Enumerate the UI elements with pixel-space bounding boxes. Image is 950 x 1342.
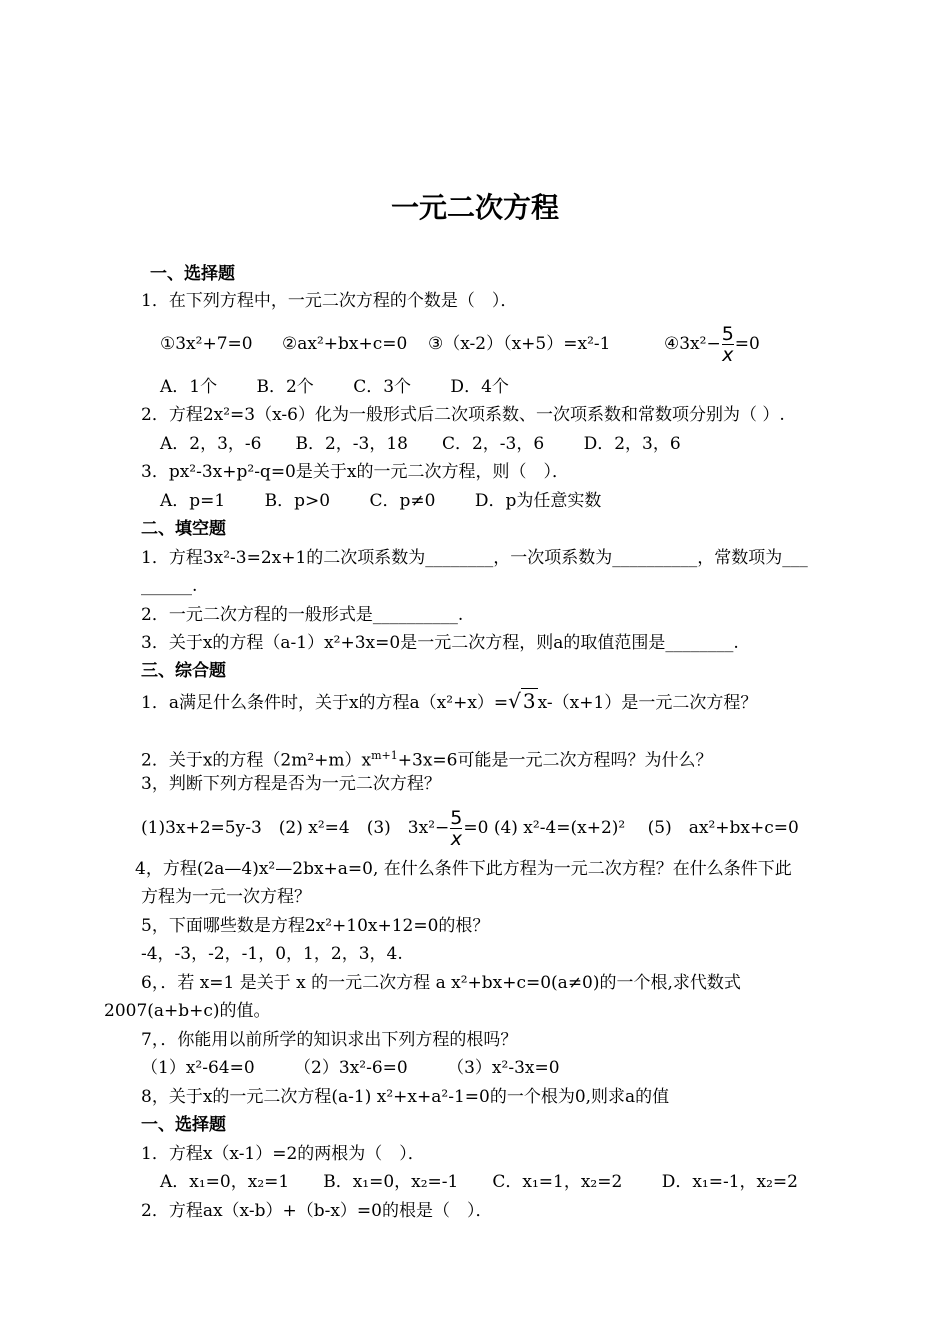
fraction-denominator: x [722, 344, 734, 366]
section-heading-fill: 二、填空题 [141, 519, 226, 539]
comp-q7-items: （1）x²-64=0 （2）3x²-6=0 （3）x²-3x=0 [141, 1058, 560, 1078]
section-heading-choice: 一、选择题 [150, 264, 235, 284]
choice2-question-2: 2．方程ax（x-b）+（b-x）=0的根是（ ）． [141, 1201, 493, 1221]
question-1-2: 2．方程2x²=3（x-6）化为一般形式后二次项系数、一次项系数和常数项分别为（ ）. [141, 405, 785, 425]
comp-question-4-line-1: 4，方程(2a—4)x²—2bx+a=0, 在什么条件下此方程为一元二次方程？在什么条件下此 [135, 859, 792, 879]
sqrt-radicand: 3 [522, 689, 536, 713]
fraction-five-over-x [722, 324, 734, 365]
comp-question-2 [141, 745, 712, 772]
fill-question-3: 3．关于x的方程（a-1）x²+3x=0是一元二次方程，则a的取值范围是________. [141, 633, 739, 653]
section-heading-comprehensive: 三、综合题 [141, 661, 226, 681]
comp-q1-right: x-（x+1）是一元二次方程？ [537, 693, 758, 713]
comp-q3-items-left: (1)3x+2=5y-3 (2) x²=4 (3) 3x²− [141, 818, 450, 838]
question-1-3: 3．px²-3x+p²-q=0是关于x的一元二次方程，则（ ）． [141, 462, 569, 482]
fill-question-2: 2．一元二次方程的一般形式是__________. [141, 605, 464, 625]
comp-question-4-line-2: 方程为一元一次方程？ [141, 887, 311, 907]
comp-question-7: 7，．你能用以前所学的知识求出下列方程的根吗？ [141, 1030, 518, 1050]
comp-q1-left: 1．a满足什么条件时，关于x的方程a（x²+x）= [141, 693, 509, 713]
fraction-five-over-x-2 [450, 808, 462, 849]
q1-option-2: ②ax²+bx+c=0 [282, 334, 408, 354]
sqrt-three: √ 3 [508, 689, 536, 713]
comp-question-3: 3，判断下列方程是否为一元二次方程？ [141, 774, 441, 794]
question-1-1: 1．在下列方程中，一元二次方程的个数是（ ）． [141, 291, 518, 311]
comp-question-6-line-1: 6，．若 x=1 是关于 x 的一元二次方程 a x²+bx+c=0(a≠0)的一个根,求代数式 [141, 973, 741, 993]
comp-q2-right: +3x=6可能是一元二次方程吗？为什么？ [397, 750, 713, 771]
q1-choices: A．1个 B．2个 C．3个 D．4个 [160, 377, 509, 397]
q1-option-4-left: ④3x²− [664, 334, 721, 354]
fill-question-1: 1．方程3x²-3=2x+1的二次项系数为________，一次项系数为__________，常数项为___ [141, 548, 808, 568]
comp-question-8: 8，关于x的一元二次方程(a-1) x²+x+a²-1=0的一个根为0,则求a的值 [141, 1087, 670, 1107]
q1-option-3: ③（x-2）（x+5）=x²-1 [428, 334, 611, 354]
section-heading-choice-2: 一、选择题 [141, 1115, 226, 1135]
fill-question-1-cont: ______. [141, 576, 198, 596]
q1-option-4-right: =0 [734, 334, 760, 354]
q1-option-4 [664, 322, 760, 366]
page-title: 一元二次方程 [390, 191, 559, 224]
fraction-denominator: x [450, 828, 462, 850]
comp-q5-numbers: -4，-3，-2，-1，0，1，2，3，4. [141, 944, 403, 964]
comp-q2-left: 2．关于x的方程（2m²+m）x [141, 750, 372, 771]
choice2-q1-choices: A．x₁=0，x₂=1 B．x₁=0，x₂=-1 C．x₁=1，x₂=2 D．x₁=-1，x₂=2 [160, 1172, 798, 1192]
comp-q2-exponent: m+1 [371, 749, 398, 762]
comp-question-1 [141, 690, 757, 714]
comp-q3-items-right: =0 (4) x²-4=(x+2)² (5) ax²+bx+c=0 [463, 818, 799, 838]
comp-question-6-line-2: 2007(a+b+c)的值。 [104, 1001, 271, 1021]
comp-question-5: 5，下面哪些数是方程2x²+10x+12=0的根？ [141, 916, 490, 936]
q3-choices: A．p=1 B．p>0 C．p≠0 D．p为任意实数 [160, 491, 602, 511]
comp-q3-items [141, 806, 799, 850]
choice2-question-1: 1．方程x（x-1）=2的两根为（ ）． [141, 1144, 425, 1164]
q1-option-1: ①3x²+7=0 [160, 334, 253, 354]
fraction-numerator: 5 [450, 807, 463, 829]
fraction-numerator: 5 [721, 323, 734, 345]
q2-choices: A．2，3，-6 B．2，-3，18 C．2，-3，6 D．2，3，6 [160, 434, 681, 454]
